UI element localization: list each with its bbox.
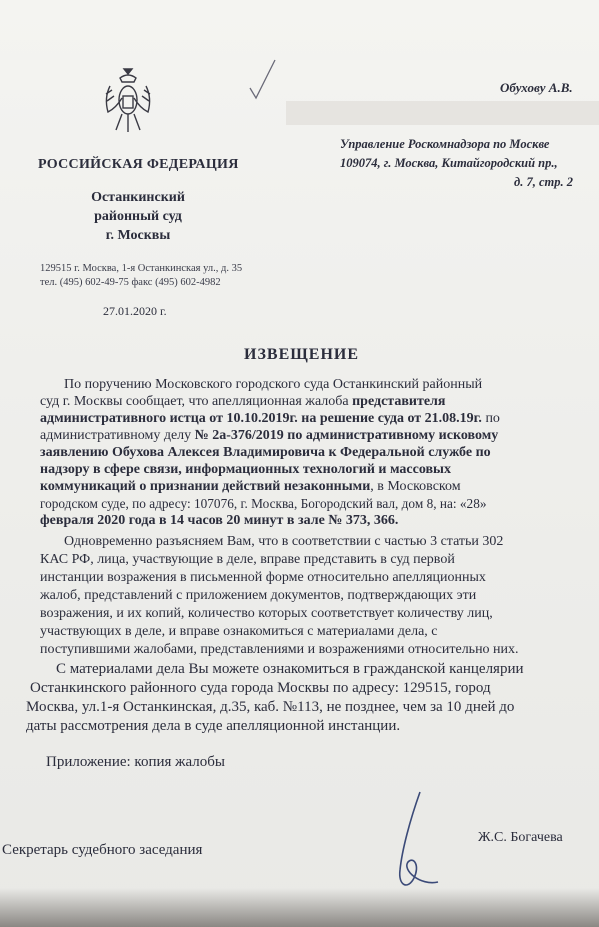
paragraph-2-line: КАС РФ, лица, участвующие в деле, вправе представить в суд первой xyxy=(40,552,455,567)
attachment-note: Приложение: копия жалобы xyxy=(46,754,226,770)
paragraph-2-line: участвующих в деле, и вправе ознакомиться с материалами дела, с xyxy=(40,624,438,639)
paragraph-1-line: суд г. Москвы сообщает, что апелляционная жалоба представителя xyxy=(40,394,446,409)
handwritten-signature xyxy=(380,790,450,895)
signer-name: Ж.С. Богачева xyxy=(478,830,563,845)
paragraph-2-line: возражения, и их копий, количество которых соответствует количеству лиц, xyxy=(40,606,493,621)
secretary-title: Секретарь судебного заседания xyxy=(2,842,203,858)
page-bottom-shadow xyxy=(0,888,599,927)
addressee-line-3: д. 7, стр. 2 xyxy=(514,175,573,189)
court-name-line-3: г. Москвы xyxy=(105,228,171,243)
paragraph-3-line: даты рассмотрения дела в суде апелляционной инстанции. xyxy=(26,718,401,734)
coat-of-arms-emblem xyxy=(102,68,154,136)
redacted-area xyxy=(286,101,599,125)
paragraph-3-line: Москва, ул.1-я Останкинская, д.35, каб. №113, не позднее, чем за 10 дней до xyxy=(26,699,515,715)
court-name-line-2: районный суд xyxy=(94,209,182,224)
check-mark-icon xyxy=(248,58,278,102)
letter-date: 27.01.2020 г. xyxy=(103,304,167,318)
paragraph-2-line: Одновременно разъясняем Вам, что в соответствии с частью 3 статьи 302 xyxy=(64,534,504,549)
paragraph-2-line: инстанции возражения в письменной форме относительно апелляционных xyxy=(40,570,486,585)
addressee-line-2: 109074, г. Москва, Китайгородский пр., xyxy=(340,156,558,170)
court-phone: тел. (495) 602-49-75 факс (495) 602-4982 xyxy=(40,277,221,288)
paragraph-1-line: февраля 2020 года в 14 часов 20 минут в зале № 373, 366. xyxy=(40,513,399,528)
court-address: 129515 г. Москва, 1-я Останкинская ул., д. 35 xyxy=(40,263,243,274)
court-name-line-1: Останкинский xyxy=(91,190,185,205)
recipient-name: Обухову А.В. xyxy=(500,80,573,95)
paragraph-2-line: жалоб, представлений с приложением документов, подтверждающих эти xyxy=(40,588,477,603)
paragraph-3-line: С материалами дела Вы можете ознакомиться в гражданской канцелярии xyxy=(56,661,524,677)
paragraph-1-line: административного истца от 10.10.2019г. на решение суда от 21.08.19г. по xyxy=(40,411,500,426)
paragraph-1-line: городском суде, по адресу: 107076, г. Москва, Богородский вал, дом 8, на: «28» xyxy=(40,496,487,511)
country-header: РОССИЙСКАЯ ФЕДЕРАЦИЯ xyxy=(38,157,239,172)
paragraph-2-line: поступившими жалобами, представлениями и возражениями относительно них. xyxy=(40,642,519,657)
paragraph-1-line: По поручению Московского городского суда Останкинский районный xyxy=(64,377,483,392)
paragraph-3-line: Останкинского районного суда города Москвы по адресу: 129515, город xyxy=(30,680,491,696)
paragraph-1-line: надзору в сфере связи, информационных технологий и массовых xyxy=(40,462,451,477)
paragraph-1-line: административному делу № 2а-376/2019 по административному исковому xyxy=(40,428,499,443)
addressee-line-1: Управление Роскомнадзора по Москве xyxy=(340,137,550,151)
paragraph-1-line: заявлению Обухова Алексея Владимировича к Федеральной службе по xyxy=(40,445,491,460)
paragraph-1-line: коммуникаций о признании действий незаконными, в Московском xyxy=(40,479,461,494)
document-title: ИЗВЕЩЕНИЕ xyxy=(244,346,360,363)
